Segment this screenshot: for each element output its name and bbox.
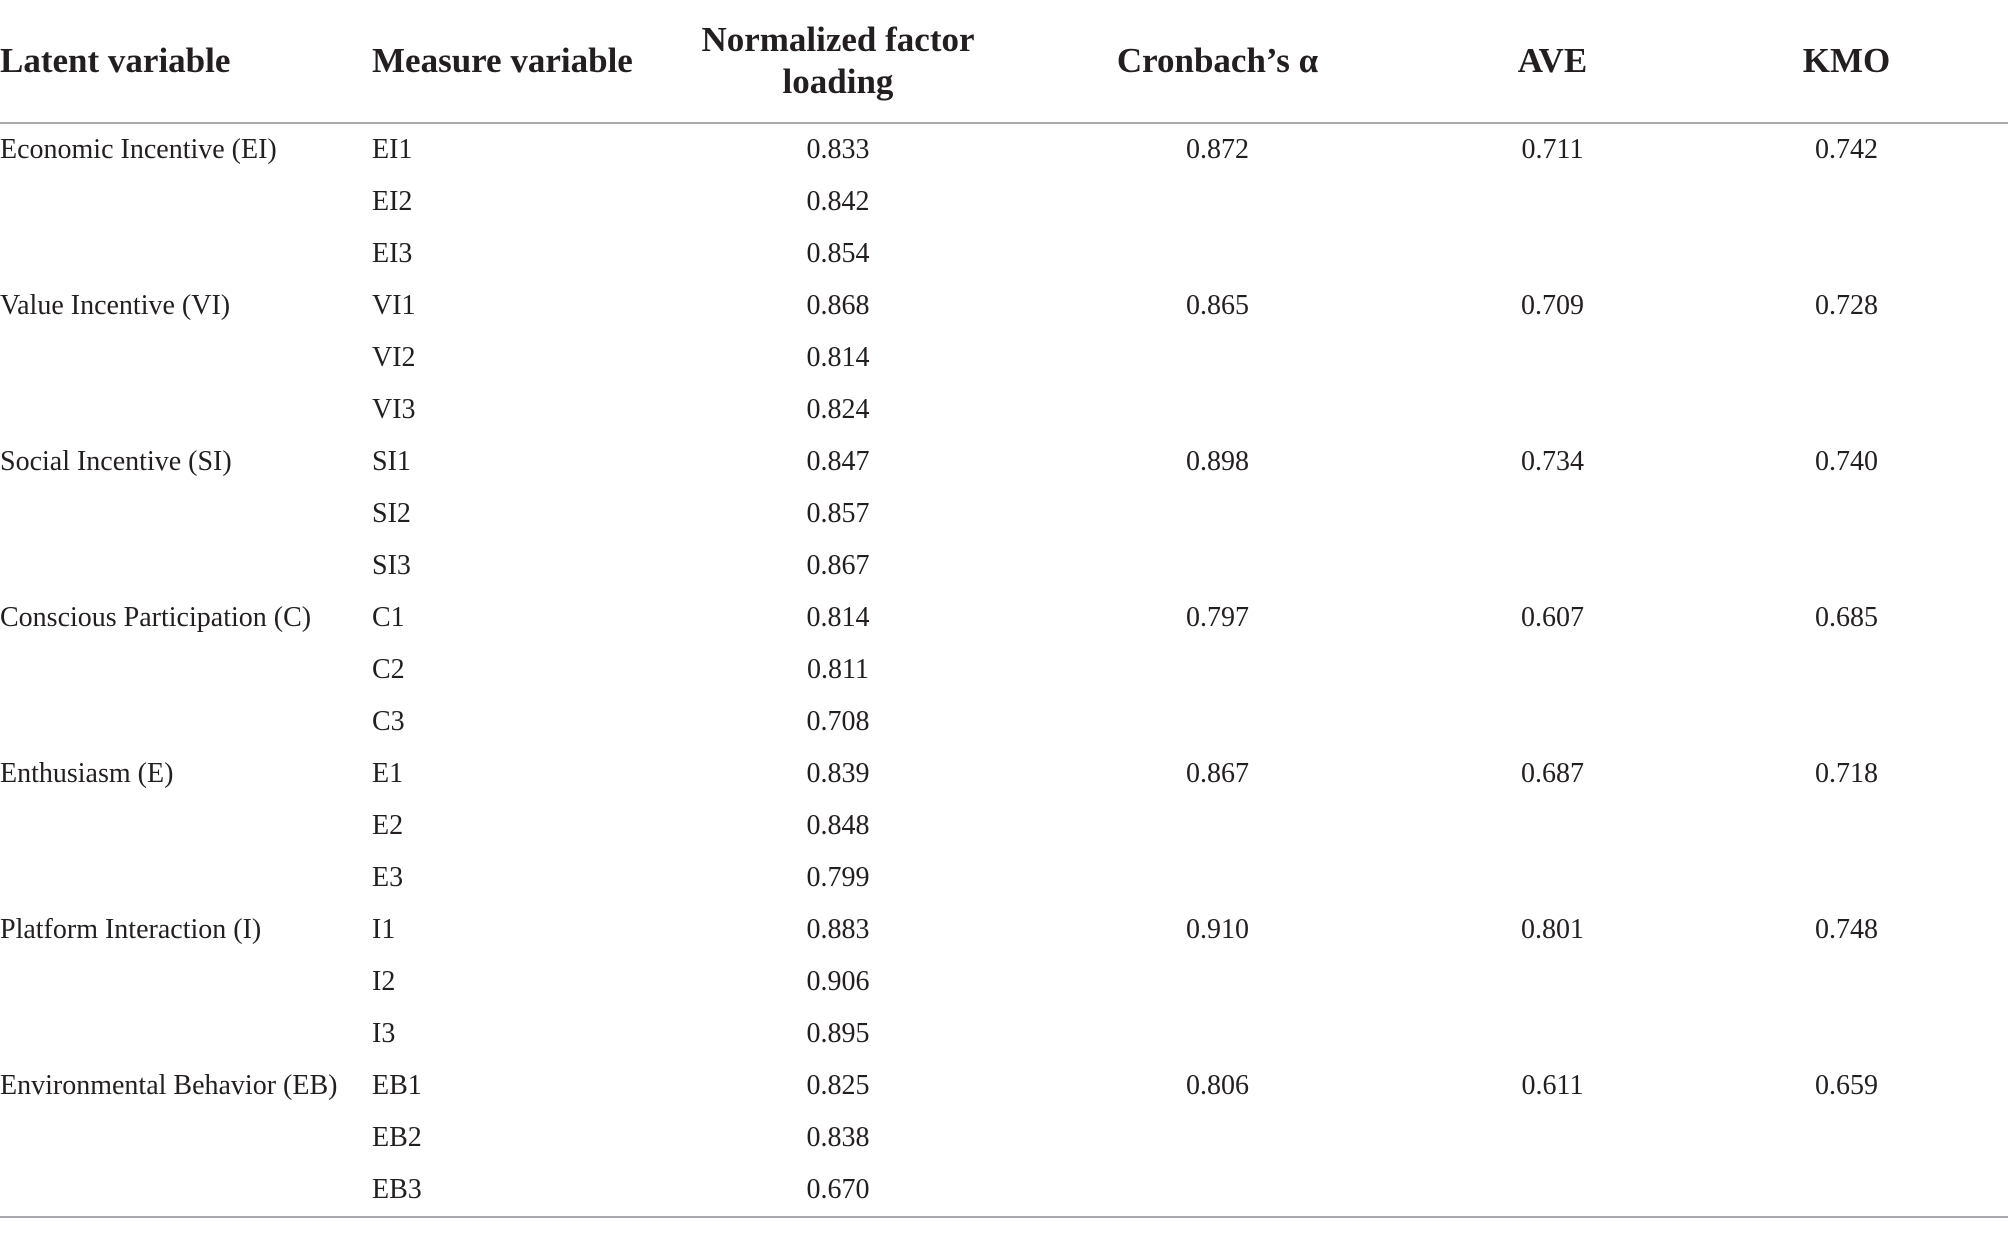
- cell-factor-loading: 0.895: [806, 1018, 870, 1049]
- cell-cronbach-alpha: [1015, 384, 1420, 436]
- cell-cronbach-alpha: 0.910: [1186, 914, 1249, 945]
- cell-kmo: [1685, 1008, 2008, 1060]
- table-row: [0, 332, 2008, 384]
- table-row: [0, 748, 2008, 800]
- cell-kmo: [1685, 1164, 2008, 1217]
- table-row: [0, 1164, 2008, 1217]
- cell-measure-variable: VI3: [372, 394, 416, 425]
- header-measure-variable: Measure variable: [372, 0, 661, 123]
- cell-latent-variable: [0, 1164, 372, 1217]
- cell-ave: [1420, 176, 1685, 228]
- cell-ave: 0.611: [1521, 1070, 1584, 1101]
- cell-latent-variable: [0, 176, 372, 228]
- cell-kmo: [1685, 800, 2008, 852]
- cell-cronbach-alpha: [1015, 696, 1420, 748]
- header-factor-loading-line2: loading: [782, 62, 894, 101]
- cell-latent-variable: [0, 696, 372, 748]
- cell-measure-variable: I1: [372, 914, 396, 945]
- table-row: [0, 852, 2008, 904]
- cell-kmo: 0.742: [1815, 134, 1878, 165]
- cell-kmo: [1685, 540, 2008, 592]
- cell-ave: [1420, 1112, 1685, 1164]
- cell-ave: [1420, 488, 1685, 540]
- cell-latent-variable: [0, 800, 372, 852]
- cell-latent-variable: [0, 852, 372, 904]
- cell-measure-variable: EI2: [372, 186, 413, 217]
- cell-ave: [1420, 384, 1685, 436]
- cell-measure-variable: EB2: [372, 1122, 422, 1153]
- cell-latent-variable: Social Incentive (SI): [0, 446, 232, 477]
- cell-measure-variable: E2: [372, 810, 404, 841]
- cell-cronbach-alpha: 0.872: [1186, 134, 1249, 165]
- table-row: [0, 488, 2008, 540]
- cell-factor-loading: 0.811: [807, 654, 869, 685]
- table-row: [0, 436, 2008, 488]
- cell-measure-variable: C1: [372, 602, 405, 633]
- cell-cronbach-alpha: [1015, 228, 1420, 280]
- cell-factor-loading: 0.857: [806, 498, 870, 529]
- cell-kmo: [1685, 644, 2008, 696]
- cell-cronbach-alpha: [1015, 852, 1420, 904]
- cell-cronbach-alpha: 0.797: [1186, 602, 1249, 633]
- cell-kmo: [1685, 488, 2008, 540]
- cell-cronbach-alpha: [1015, 1112, 1420, 1164]
- cell-ave: [1420, 644, 1685, 696]
- cell-measure-variable: VI2: [372, 342, 416, 373]
- cell-measure-variable: I2: [372, 966, 396, 997]
- cell-cronbach-alpha: [1015, 644, 1420, 696]
- cell-cronbach-alpha: 0.867: [1186, 758, 1249, 789]
- cell-factor-loading: 0.824: [806, 394, 870, 425]
- cell-ave: [1420, 852, 1685, 904]
- cell-measure-variable: I3: [372, 1018, 396, 1049]
- cell-factor-loading: 0.847: [806, 446, 870, 477]
- cell-latent-variable: [0, 384, 372, 436]
- cell-factor-loading: 0.670: [661, 1164, 1015, 1217]
- cell-kmo: 0.728: [1815, 290, 1878, 321]
- cell-latent-variable: [0, 1008, 372, 1060]
- cell-measure-variable: C3: [372, 706, 405, 737]
- cell-factor-loading: 0.839: [806, 758, 870, 789]
- header-kmo: KMO: [1685, 0, 2008, 123]
- header-factor-loading: [661, 0, 1015, 123]
- cell-latent-variable: [0, 332, 372, 384]
- cell-cronbach-alpha: 0.865: [1186, 290, 1249, 321]
- cell-ave: [1420, 956, 1685, 1008]
- cell-kmo: [1685, 332, 2008, 384]
- cell-ave: [1420, 228, 1685, 280]
- cell-kmo: 0.740: [1815, 446, 1878, 477]
- table-row: [0, 123, 2008, 176]
- cell-latent-variable: [0, 644, 372, 696]
- table-row: [0, 228, 2008, 280]
- cell-factor-loading: 0.814: [806, 602, 870, 633]
- cell-latent-variable: Environmental Behavior (EB): [0, 1070, 338, 1101]
- header-ave: AVE: [1420, 0, 1685, 123]
- table-header: [0, 0, 2008, 123]
- table-row: [0, 1060, 2008, 1112]
- table-row: [0, 904, 2008, 956]
- cell-cronbach-alpha: [1015, 332, 1420, 384]
- cell-factor-loading: 0.848: [806, 810, 870, 841]
- cell-factor-loading: 0.838: [806, 1122, 870, 1153]
- cell-measure-variable: E3: [372, 862, 404, 893]
- cell-factor-loading: 0.867: [806, 550, 870, 581]
- cell-latent-variable: [0, 956, 372, 1008]
- cell-factor-loading: 0.799: [806, 862, 870, 893]
- header-row: [0, 0, 2008, 123]
- cell-measure-variable: EB3: [372, 1164, 661, 1217]
- header-cronbach-alpha: Cronbach’s α: [1015, 0, 1420, 123]
- table-row: [0, 384, 2008, 436]
- cell-ave: [1420, 800, 1685, 852]
- cell-kmo: 0.748: [1815, 914, 1878, 945]
- cell-kmo: [1685, 228, 2008, 280]
- cell-factor-loading: 0.825: [806, 1070, 870, 1101]
- cell-kmo: 0.718: [1815, 758, 1878, 789]
- cell-latent-variable: [0, 540, 372, 592]
- cell-ave: 0.711: [1521, 134, 1584, 165]
- cell-measure-variable: EI3: [372, 238, 413, 269]
- cell-ave: 0.687: [1521, 758, 1584, 789]
- table-row: [0, 176, 2008, 228]
- table-row: [0, 956, 2008, 1008]
- header-factor-loading-line1: Normalized factor: [701, 20, 975, 59]
- cell-cronbach-alpha: [1015, 488, 1420, 540]
- cell-kmo: [1685, 696, 2008, 748]
- cell-factor-loading: 0.833: [806, 134, 870, 165]
- cell-measure-variable: EB1: [372, 1070, 422, 1101]
- cell-factor-loading: 0.883: [806, 914, 870, 945]
- cell-ave: [1420, 696, 1685, 748]
- cell-kmo: [1685, 956, 2008, 1008]
- cell-latent-variable: Economic Incentive (EI): [0, 134, 277, 165]
- cell-ave: [1420, 1164, 1685, 1217]
- table-row: [0, 280, 2008, 332]
- cell-cronbach-alpha: [1015, 800, 1420, 852]
- cell-measure-variable: EI1: [372, 134, 413, 165]
- header-latent-variable: Latent variable: [0, 0, 372, 123]
- cell-latent-variable: [0, 228, 372, 280]
- cell-cronbach-alpha: 0.806: [1186, 1070, 1249, 1101]
- cell-cronbach-alpha: 0.898: [1186, 446, 1249, 477]
- cell-kmo: [1685, 1112, 2008, 1164]
- cell-kmo: [1685, 384, 2008, 436]
- table-row: [0, 1112, 2008, 1164]
- cell-cronbach-alpha: [1015, 1164, 1420, 1217]
- cell-factor-loading: 0.814: [806, 342, 870, 373]
- cell-cronbach-alpha: [1015, 540, 1420, 592]
- cell-measure-variable: E1: [372, 758, 404, 789]
- cell-kmo: [1685, 852, 2008, 904]
- cell-measure-variable: VI1: [372, 290, 416, 321]
- table-row: [0, 644, 2008, 696]
- cell-kmo: 0.685: [1815, 602, 1878, 633]
- cell-cronbach-alpha: [1015, 1008, 1420, 1060]
- cell-ave: [1420, 540, 1685, 592]
- cell-factor-loading: 0.868: [806, 290, 870, 321]
- cell-ave: 0.734: [1521, 446, 1584, 477]
- cell-latent-variable: [0, 488, 372, 540]
- cell-latent-variable: Conscious Participation (C): [0, 602, 312, 633]
- cell-cronbach-alpha: [1015, 176, 1420, 228]
- table-body: [0, 123, 2008, 1217]
- cell-cronbach-alpha: [1015, 956, 1420, 1008]
- cell-measure-variable: C2: [372, 654, 405, 685]
- cell-measure-variable: SI3: [372, 550, 411, 581]
- table-row: [0, 540, 2008, 592]
- cell-ave: [1420, 1008, 1685, 1060]
- cell-ave: 0.801: [1521, 914, 1584, 945]
- cell-kmo: [1685, 176, 2008, 228]
- cell-ave: 0.709: [1521, 290, 1584, 321]
- table-row: [0, 800, 2008, 852]
- cell-kmo: 0.659: [1815, 1070, 1878, 1101]
- cell-ave: [1420, 332, 1685, 384]
- table-row: [0, 696, 2008, 748]
- cell-latent-variable: Enthusiasm (E): [0, 758, 174, 789]
- cell-factor-loading: 0.854: [806, 238, 870, 269]
- cell-latent-variable: [0, 1112, 372, 1164]
- table-row: [0, 1008, 2008, 1060]
- table-row: [0, 592, 2008, 644]
- cell-factor-loading: 0.906: [806, 966, 870, 997]
- cell-factor-loading: 0.842: [806, 186, 870, 217]
- cell-measure-variable: SI2: [372, 498, 411, 529]
- cell-ave: 0.607: [1521, 602, 1584, 633]
- cell-latent-variable: Platform Interaction (I): [0, 914, 262, 945]
- cell-measure-variable: SI1: [372, 446, 411, 477]
- cell-factor-loading: 0.708: [806, 706, 870, 737]
- cell-latent-variable: Value Incentive (VI): [0, 290, 231, 321]
